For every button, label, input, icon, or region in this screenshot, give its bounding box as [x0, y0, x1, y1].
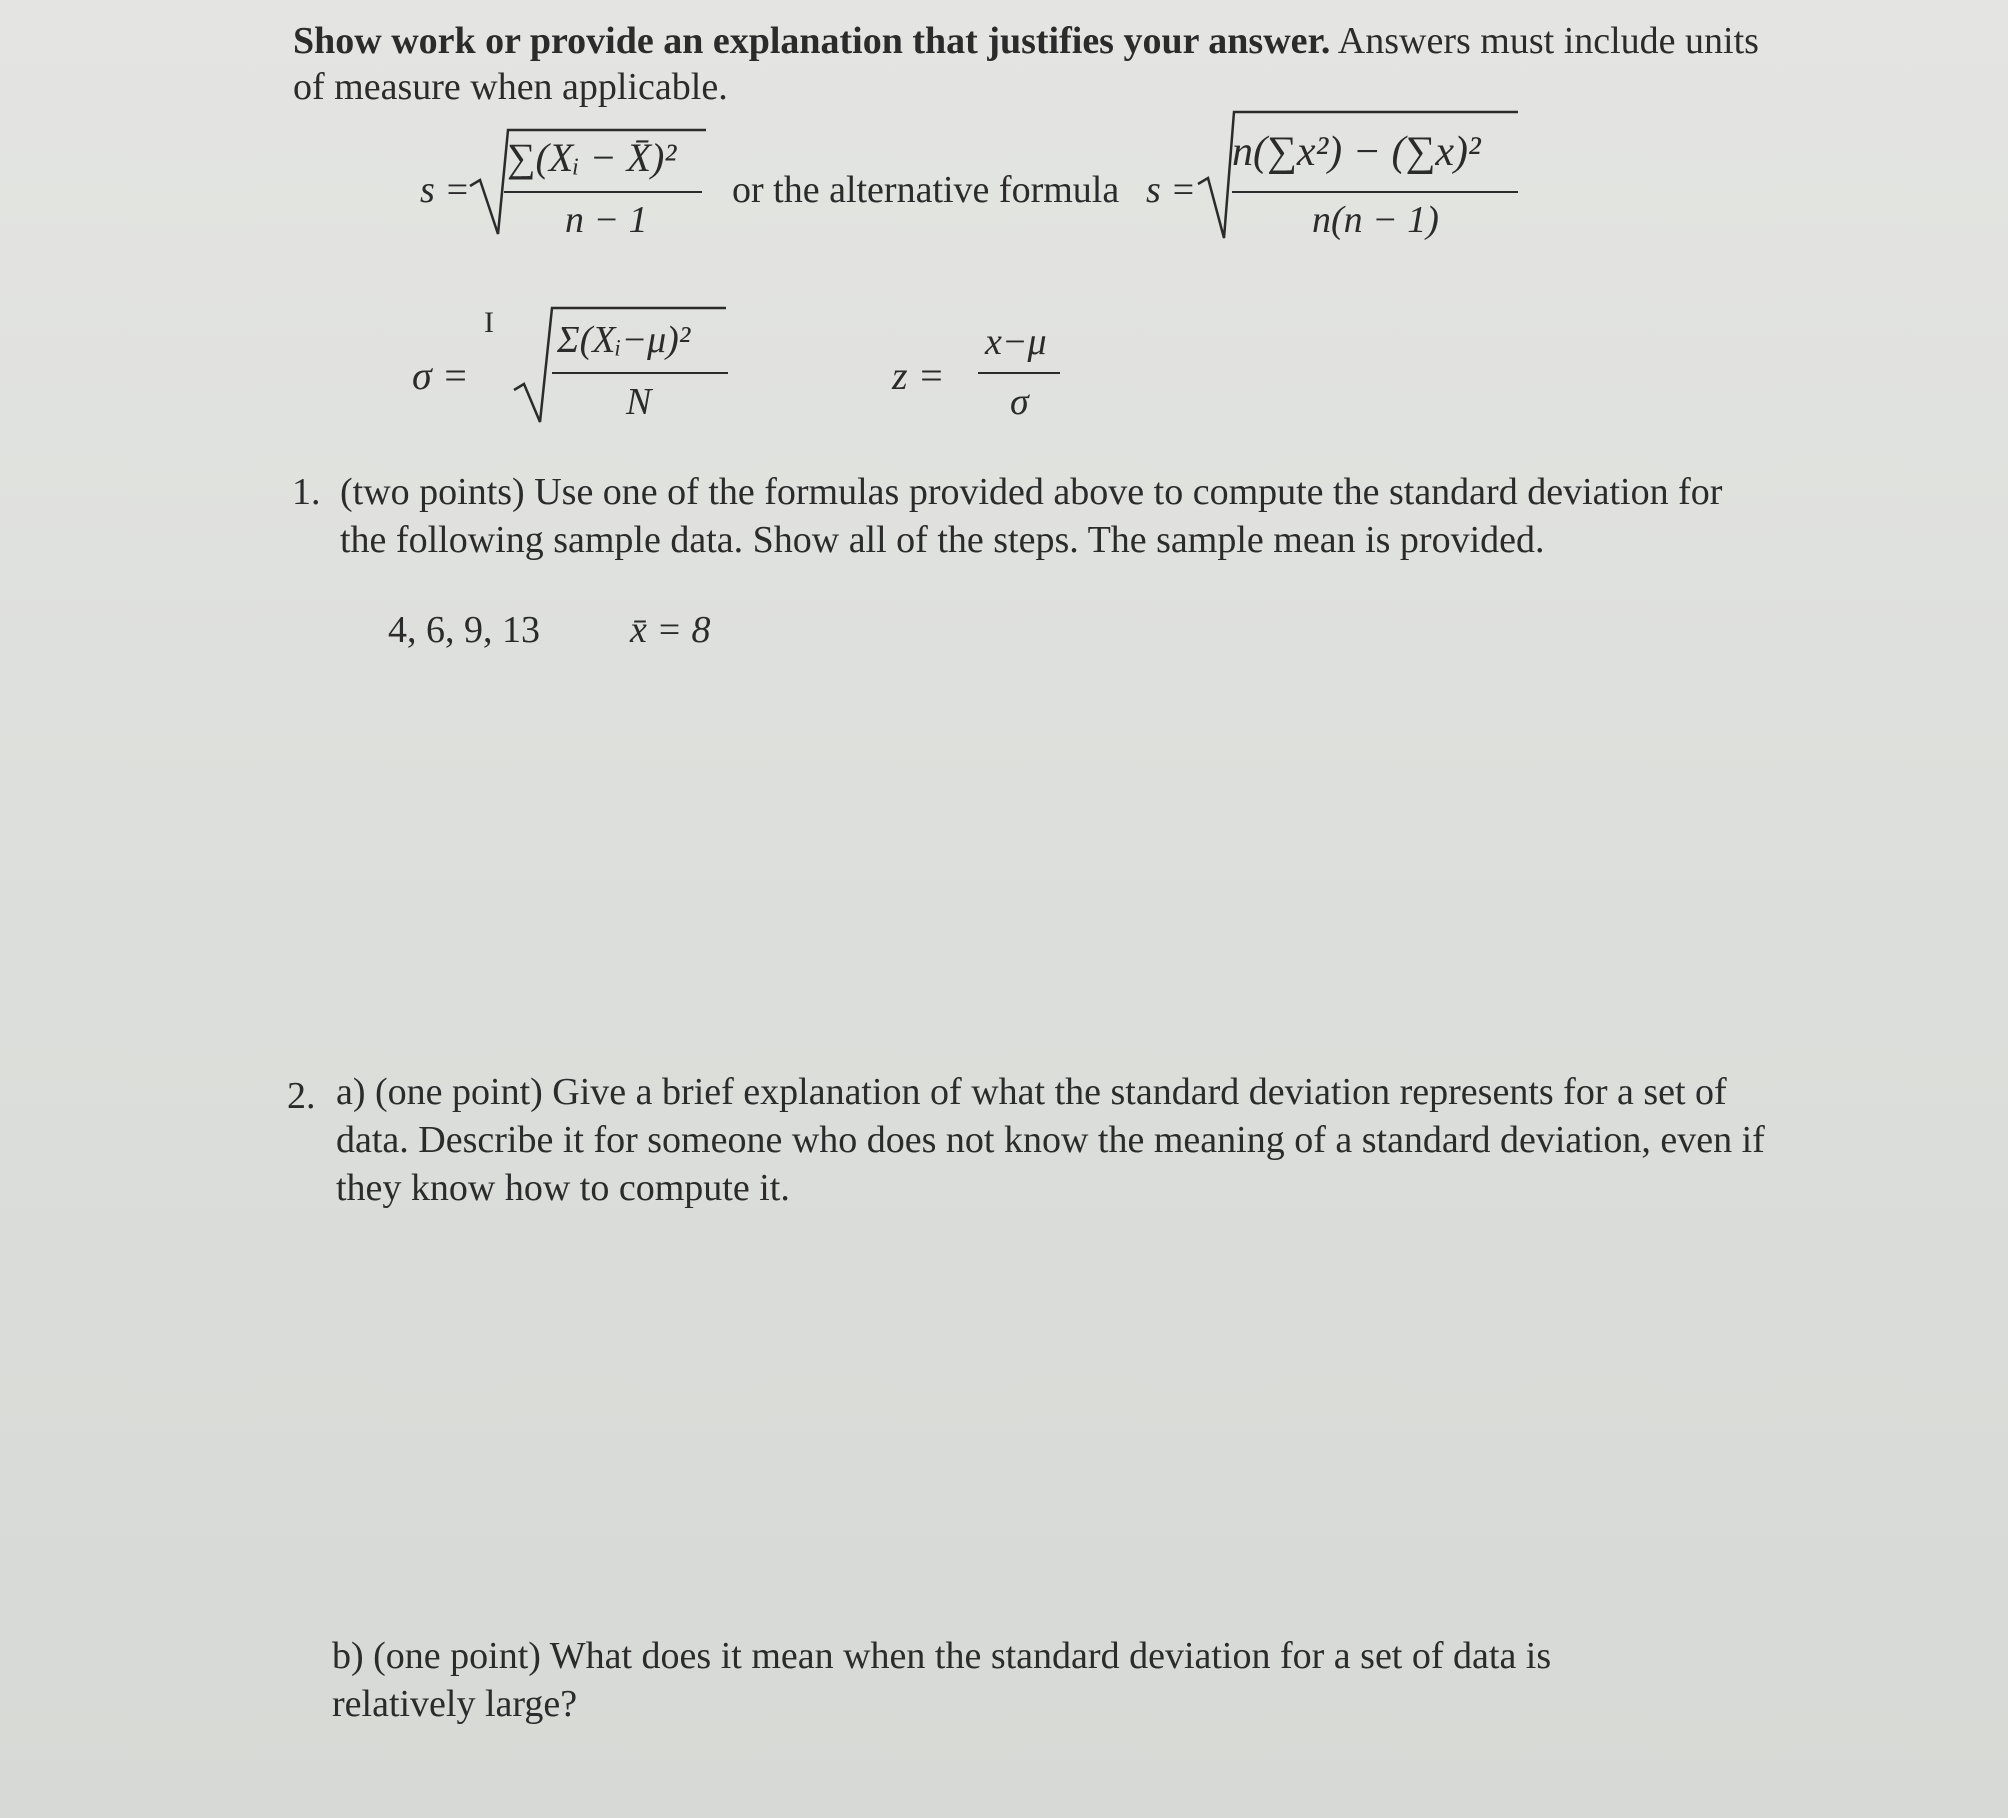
instructions-bold: Show work or provide an explanation that justifies your answer.: [293, 20, 1331, 62]
text-cursor-icon: I: [484, 306, 494, 339]
z-numerator: x−μ: [985, 321, 1047, 363]
sample-sd-denominator: n − 1: [565, 199, 648, 241]
q1-text: (two points) Use one of the formulas provided above to compute the standard deviation for the following sample data. Show all of the steps. The sample mean is provided.: [340, 471, 1723, 561]
alt-sd-denominator: n(n − 1): [1312, 199, 1439, 241]
pop-sd-fraction-bar: [552, 372, 728, 374]
q1-sample-mean: x̄ = 8: [630, 609, 711, 651]
q1-sample-data: 4, 6, 9, 13: [388, 609, 540, 651]
alt-sd-lhs: s =: [1146, 169, 1196, 211]
sample-sd-numerator: ∑(Xᵢ − X̄)²: [507, 135, 677, 180]
instructions: [293, 18, 1773, 110]
pop-sd-lhs: σ =: [412, 353, 469, 398]
z-denominator: σ: [1010, 381, 1029, 423]
pop-sd-denominator: N: [626, 381, 652, 423]
alt-sd-numerator: n(∑x²) − (∑x)²: [1232, 129, 1481, 175]
q2b-text: b) (one point) What does it mean when the standard deviation for a set of data is relatively large?: [332, 1635, 1552, 1725]
sample-sd-fraction-bar: [504, 191, 702, 193]
alt-sd-fraction-bar: [1232, 191, 1518, 193]
z-fraction-bar: [978, 372, 1060, 374]
q2-number: 2.: [287, 1075, 316, 1117]
z-lhs: z =: [892, 353, 945, 398]
sample-sd-lhs: s =: [420, 169, 470, 211]
pop-sd-numerator: Σ(Xᵢ−μ)²: [557, 319, 691, 361]
q1-number: 1.: [292, 471, 321, 513]
q2a-text: a) (one point) Give a brief explanation of what the standard deviation represents for a set of data. Describe it for someone who does not know the meaning of a standard deviation, even if they know how to compute it.: [336, 1071, 1765, 1209]
formula-connector: or the alternative formula: [732, 169, 1120, 211]
instructions-normal: Answers must include units of measure when applicable.: [293, 20, 1759, 108]
